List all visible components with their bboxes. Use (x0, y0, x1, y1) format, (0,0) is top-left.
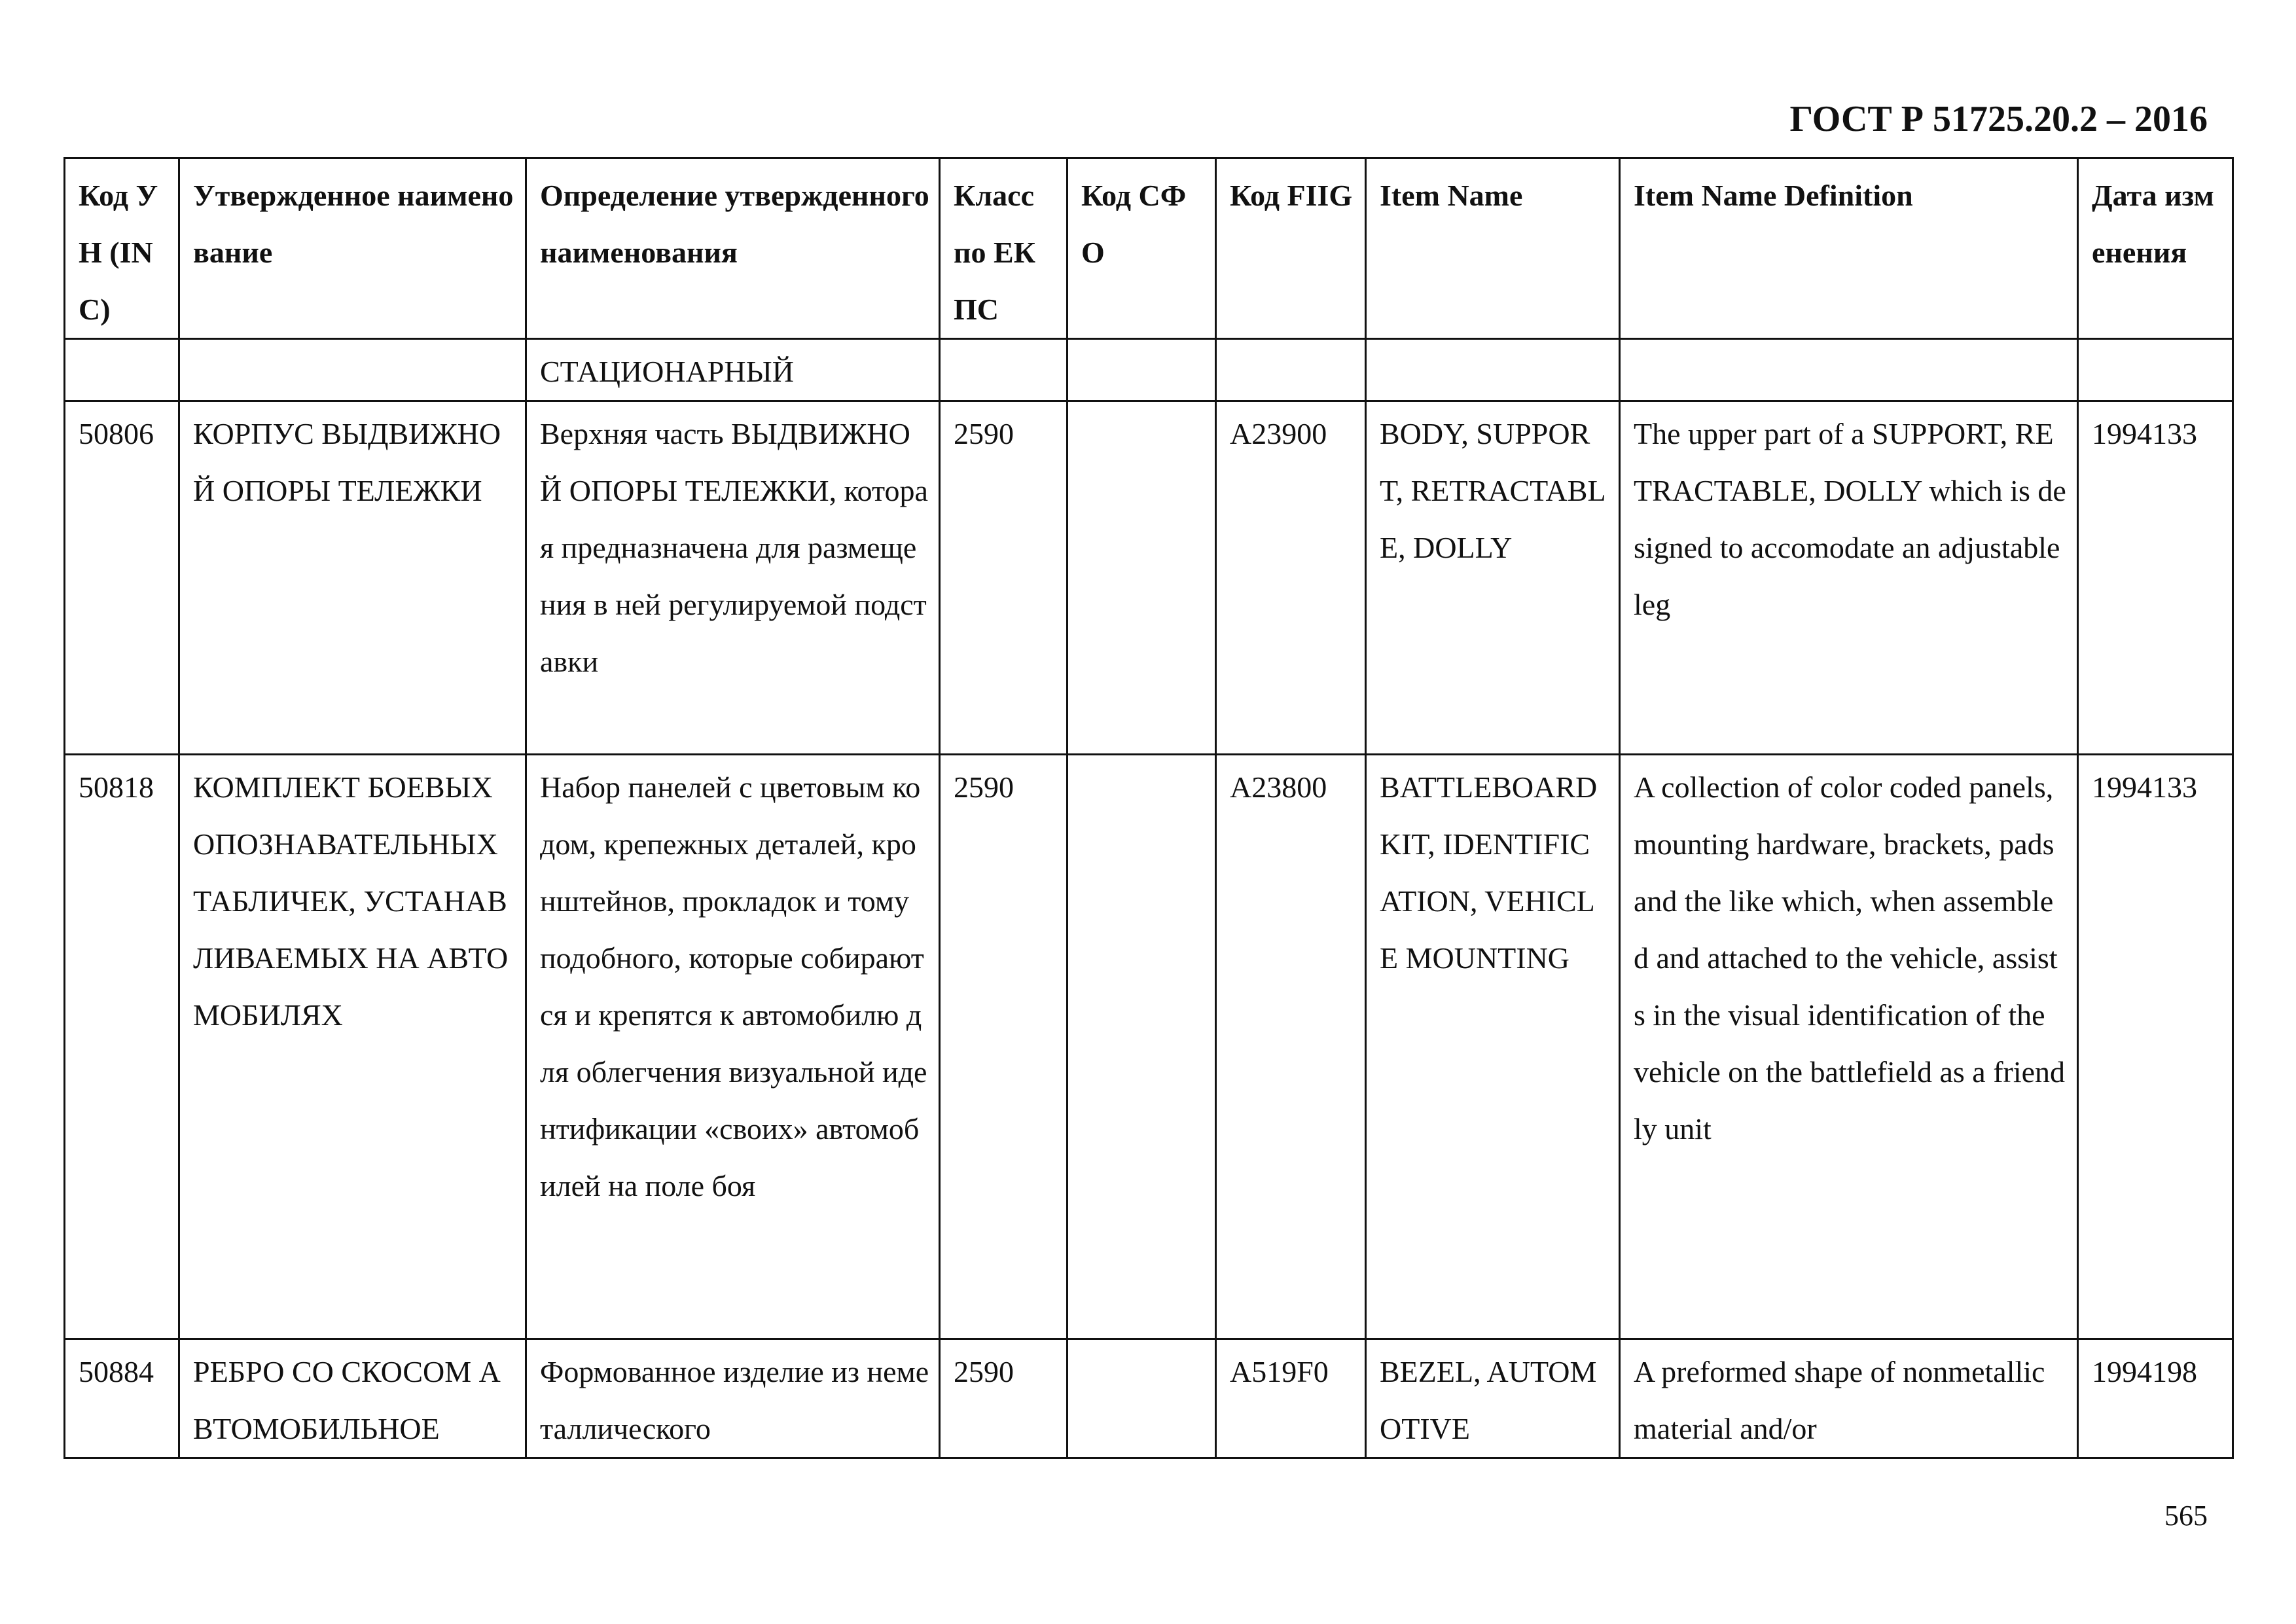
ekps-class-cell: 2590 (940, 1339, 1067, 1458)
table-cell (1216, 339, 1366, 401)
table-row-continuation (65, 339, 2233, 401)
fiig-code-cell: A23900 (1216, 401, 1366, 755)
sfo-code-cell (1067, 755, 1216, 1339)
table-cell (2078, 339, 2233, 401)
table-cell (1067, 339, 1216, 401)
table-cell (65, 339, 179, 401)
definition-cell: Верхняя часть ВЫДВИЖНОЙ ОПОРЫ ТЕЛЕЖКИ, которая предназначена для размещения в ней регулируемой подставки (526, 401, 940, 755)
table-header-row (65, 158, 2233, 339)
table-cell (940, 339, 1067, 401)
table-cell (1620, 339, 2078, 401)
column-header-sfo-code: Код СФО (1067, 158, 1216, 339)
item-names-table (63, 157, 2234, 1459)
column-header-definition: Определение утвержденного наименования (526, 158, 940, 339)
column-header-fiig-code: Код FIIG (1216, 158, 1366, 339)
table-row (65, 401, 2233, 755)
inc-cell: 50818 (65, 755, 179, 1339)
approved-name-cell: РЕБРО СО СКОСОМ АВТОМОБИЛЬНОЕ (179, 1339, 526, 1458)
ekps-class-cell: 2590 (940, 755, 1067, 1339)
table-cell (179, 339, 526, 401)
table-row (65, 755, 2233, 1339)
document-header: ГОСТ Р 51725.20.2 – 2016 (1789, 99, 2208, 139)
inc-cell: 50884 (65, 1339, 179, 1458)
sfo-code-cell (1067, 1339, 1216, 1458)
column-header-change-date: Дата изменения (2078, 158, 2233, 339)
item-name-definition-cell: A preformed shape of nonmetallic material and/or (1620, 1339, 2078, 1458)
approved-name-cell: КОРПУС ВЫДВИЖНОЙ ОПОРЫ ТЕЛЕЖКИ (179, 401, 526, 755)
table-cell: СТАЦИОНАРНЫЙ (526, 339, 940, 401)
item-name-cell: BODY, SUPPORT, RETRACTABLE, DOLLY (1366, 401, 1620, 755)
change-date-cell: 1994133 (2078, 755, 2233, 1339)
column-header-inc: Код УН (INC) (65, 158, 179, 339)
fiig-code-cell: A519F0 (1216, 1339, 1366, 1458)
sfo-code-cell (1067, 401, 1216, 755)
change-date-cell: 1994198 (2078, 1339, 2233, 1458)
definition-cell: Формованное изделие из неметаллического (526, 1339, 940, 1458)
table-row (65, 1339, 2233, 1458)
column-header-item-name-definition: Item Name Definition (1620, 158, 2078, 339)
inc-cell: 50806 (65, 401, 179, 755)
definition-cell: Набор панелей с цветовым кодом, крепежных деталей, кронштейнов, прокладок и тому подобного, которые собираются и крепятся к автомобилю для облегчения визуальной идентификации «своих» автомобилей на поле боя (526, 755, 940, 1339)
item-name-definition-cell: A collection of color coded panels, mounting hardware, brackets, pads and the like which, when assembled and attached to the vehicle, assists in the visual identification of the vehicle on the battlefield as a friendly unit (1620, 755, 2078, 1339)
column-header-item-name: Item Name (1366, 158, 1620, 339)
change-date-cell: 1994133 (2078, 401, 2233, 755)
approved-name-cell: КОМПЛЕКТ БОЕВЫХ ОПОЗНАВАТЕЛЬНЫХ ТАБЛИЧЕК, УСТАНАВЛИВАЕМЫХ НА АВТОМОБИЛЯХ (179, 755, 526, 1339)
table-cell (1366, 339, 1620, 401)
item-name-cell: BEZEL, AUTOMOTIVE (1366, 1339, 1620, 1458)
item-name-cell: BATTLEBOARD KIT, IDENTIFICATION, VEHICLE MOUNTING (1366, 755, 1620, 1339)
fiig-code-cell: A23800 (1216, 755, 1366, 1339)
ekps-class-cell: 2590 (940, 401, 1067, 755)
column-header-approved-name: Утвержденное наименование (179, 158, 526, 339)
page-number: 565 (2164, 1500, 2208, 1532)
column-header-ekps-class: Класс по ЕКПС (940, 158, 1067, 339)
item-name-definition-cell: The upper part of a SUPPORT, RETRACTABLE, DOLLY which is designed to accomodate an adjustable leg (1620, 401, 2078, 755)
